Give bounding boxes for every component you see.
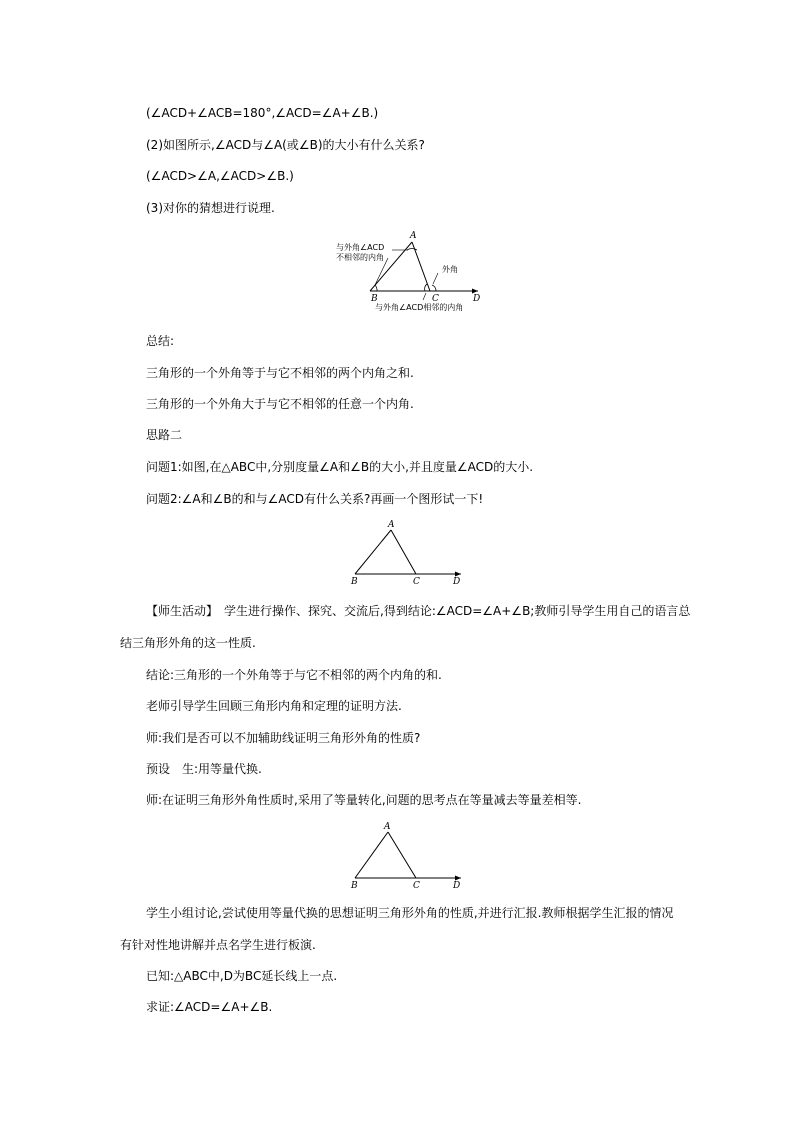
- text-line-14: 老师引导学生回顾三角形内角和定理的证明方法.: [146, 699, 402, 713]
- fig1-label-b: B: [371, 294, 378, 304]
- text-line-19: 有针对性地讲解并点名学生进行板演.: [120, 938, 316, 952]
- fig1-label-c: C: [432, 294, 439, 304]
- text-line-21: 求证:∠ACD=∠A+∠B.: [146, 1000, 273, 1014]
- text-line-11: 【师生活动】 学生进行操作、探究、交流后,得到结论:∠ACD=∠A+∠B;教师引导学生用自己的语言总: [146, 604, 691, 618]
- figure-exterior-angle-annotated: [330, 228, 500, 314]
- fig2-label-b: B: [351, 577, 358, 587]
- fig3-label-d: D: [453, 881, 461, 890]
- text-line-18: 学生小组讨论,尝试使用等量代换的思想证明三角形外角的性质,并进行汇报.教师根据学生汇报的情况: [146, 906, 674, 920]
- text-line-13: 结论:三角形的一个外角等于与它不相邻的两个内角的和.: [146, 668, 442, 682]
- fig1-note-bottom: 与外角∠ACD相邻的内角: [375, 303, 464, 312]
- text-line-15: 师:我们是否可以不加辅助线证明三角形外角的性质?: [146, 731, 421, 745]
- text-line-9: 问题1:如图,在△ABC中,分别度量∠A和∠B的大小,并且度量∠ACD的大小.: [146, 460, 534, 474]
- fig1-note-left-1: 与外角∠ACD: [336, 243, 385, 252]
- text-line-8: 思路二: [146, 428, 183, 442]
- fig3-label-c: C: [413, 881, 420, 890]
- fig3-label-a: A: [384, 822, 391, 832]
- fig1-note-right: 外角: [442, 265, 458, 274]
- fig1-label-a: A: [410, 231, 417, 241]
- text-line-12: 结三角形外角的这一性质.: [120, 636, 256, 650]
- text-line-17: 师:在证明三角形外角性质时,采用了等量转化,问题的思考点在等量减去等量差相等.: [146, 793, 582, 807]
- fig3-label-b: B: [351, 881, 358, 890]
- fig1-label-d: D: [473, 294, 481, 304]
- text-line-4: (3)对你的猜想进行说理.: [146, 201, 275, 215]
- text-line-3: (∠ACD>∠A,∠ACD>∠B.): [146, 169, 294, 183]
- text-line-20: 已知:△ABC中,D为BC延长线上一点.: [146, 969, 338, 983]
- text-line-7: 三角形的一个外角大于与它不相邻的任意一个内角.: [146, 397, 414, 411]
- text-line-10: 问题2:∠A和∠B的和与∠ACD有什么关系?再画一个图形试一下!: [146, 492, 484, 506]
- figure-triangle-3: [343, 818, 468, 890]
- fig1-note-left-2: 不相邻的内角: [336, 253, 384, 262]
- figure-triangle-2: [343, 518, 468, 590]
- text-line-2: (2)如图所示,∠ACD与∠A(或∠B)的大小有什么关系?: [146, 138, 425, 152]
- text-line-5: 总结:: [146, 334, 175, 348]
- fig2-label-a: A: [388, 520, 395, 530]
- fig2-label-d: D: [453, 577, 461, 587]
- fig2-label-c: C: [413, 577, 420, 587]
- text-line-16: 预设 生:用等量代换.: [146, 762, 262, 776]
- text-line-6: 三角形的一个外角等于与它不相邻的两个内角之和.: [146, 366, 414, 380]
- text-line-1: (∠ACD+∠ACB=180°,∠ACD=∠A+∠B.): [146, 106, 379, 120]
